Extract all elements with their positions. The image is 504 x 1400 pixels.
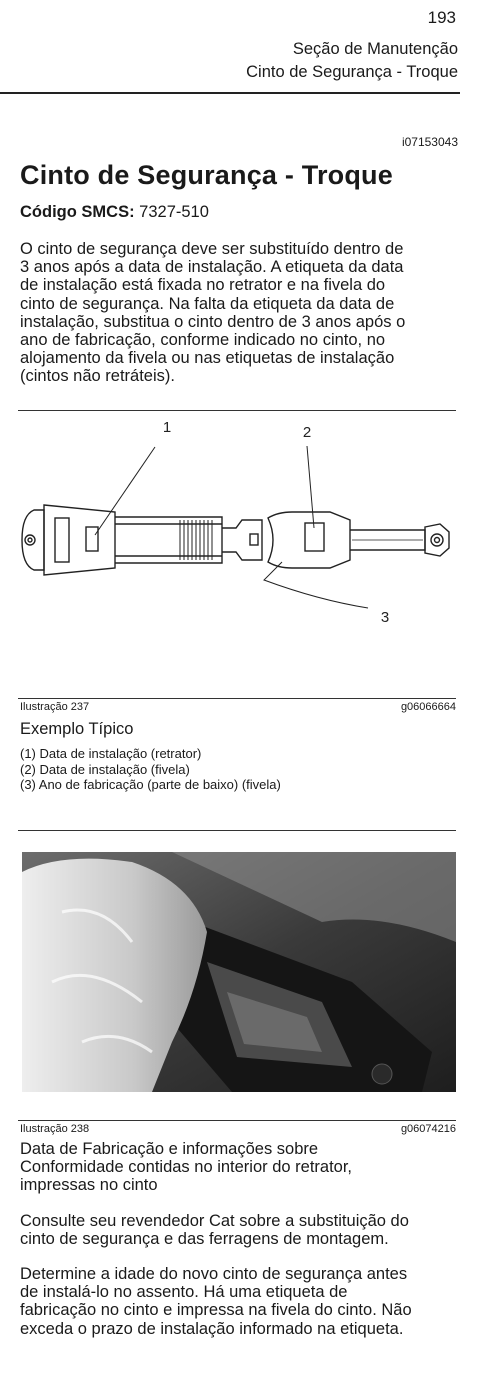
- text-line: impressas no cinto: [20, 1176, 158, 1195]
- text-line: Conformidade contidas no interior do retrator,: [20, 1158, 353, 1177]
- retractor-date-label: [86, 527, 98, 551]
- text-line: (cintos não retráteis).: [20, 367, 175, 386]
- figure2-label: Ilustração 238: [20, 1123, 90, 1135]
- text-line: de instalá-lo no assento. Há uma etiqueta de: [20, 1283, 348, 1302]
- seat-belt-diagram: [0, 412, 504, 692]
- figure2-caption: [20, 1140, 454, 1195]
- figure1-top-rule: [18, 410, 456, 411]
- figure1-label: Ilustração 237: [20, 701, 90, 713]
- text-line: alojamento da fivela ou nas etiquetas de instalação: [20, 349, 395, 368]
- callout-leader-2: [307, 446, 314, 528]
- legend-item: (1) Data de instalação (retrator): [20, 746, 202, 761]
- callout-3: 3: [380, 609, 390, 626]
- retractor-window: [55, 518, 69, 562]
- document-id: i07153043: [401, 135, 458, 149]
- page-number: 193: [427, 8, 456, 27]
- figure1-bottom-rule: [18, 698, 456, 699]
- age-paragraph: [20, 1265, 454, 1338]
- text-line: 3 anos após a data de instalação. A etiqueta da data: [20, 258, 404, 277]
- buckle-anchor: [425, 524, 449, 556]
- callout-leader-3: [264, 562, 368, 608]
- figure1-code: g06066664: [400, 701, 456, 713]
- topic-header: Cinto de Segurança - Troque: [246, 63, 458, 81]
- page-title: Cinto de Segurança - Troque: [20, 160, 393, 190]
- text-line: fabricação no cinto e impressa na fivela do cinto. Não: [20, 1301, 412, 1320]
- figure1-caption: Exemplo Típico: [20, 720, 134, 738]
- ribbed-section: [180, 520, 212, 560]
- text-line: O cinto de segurança deve ser substituído dentro de: [20, 240, 404, 258]
- text-line: Data de Fabricação e informações sobre: [20, 1140, 319, 1158]
- smcs-label: Código SMCS:: [20, 203, 135, 221]
- tongue-slot: [250, 534, 258, 545]
- figure2-code: g06074216: [400, 1123, 456, 1135]
- text-line: Consulte seu revendedor Cat sobre a substituição do: [20, 1212, 409, 1230]
- buckle-housing: [268, 512, 350, 568]
- text-line: ano de fabricação, conforme indicado no cinto, no: [20, 331, 386, 350]
- figure2-bottom-rule: [18, 1120, 456, 1121]
- callout-1: 1: [162, 419, 172, 436]
- buckle-date-label: [305, 523, 324, 551]
- section-header: Seção de Manutenção: [292, 40, 458, 58]
- text-line: de instalação está fixada no retrator e na fivela do: [20, 276, 386, 295]
- intro-paragraph: [20, 240, 454, 386]
- smcs-value: 7327-510: [139, 203, 209, 221]
- anchor-bolt: [431, 534, 443, 546]
- figure2-top-rule: [18, 830, 456, 831]
- anchor-bolt-center: [435, 538, 440, 543]
- callout-leader-1: [95, 447, 155, 535]
- text-line: exceda o prazo de instalação informado na etiqueta.: [20, 1319, 404, 1338]
- retractor-bolt: [25, 535, 35, 545]
- text-line: instalação, substitua o cinto dentro de 3 anos após o: [20, 312, 406, 331]
- retractor-screw: [372, 1064, 392, 1084]
- legend-item: (2) Data de instalação (fivela): [20, 761, 190, 777]
- text-line: Determine a idade do novo cinto de segurança antes: [20, 1265, 408, 1283]
- figure1-legend: [20, 746, 281, 793]
- dealer-paragraph: [20, 1212, 454, 1248]
- retractor-bolt-center: [28, 538, 32, 542]
- smcs-code: [20, 203, 209, 222]
- tongue-plate: [222, 520, 262, 560]
- text-line: cinto de segurança e das ferragens de montagem.: [20, 1230, 389, 1249]
- header-rule: [0, 92, 460, 94]
- retractor-photo: [22, 852, 456, 1092]
- text-line: cinto de segurança. Na falta da etiqueta da data de: [20, 294, 395, 313]
- callout-2: 2: [302, 424, 312, 441]
- legend-item: (3) Ano de fabricação (parte de baixo) (fivela): [20, 777, 281, 792]
